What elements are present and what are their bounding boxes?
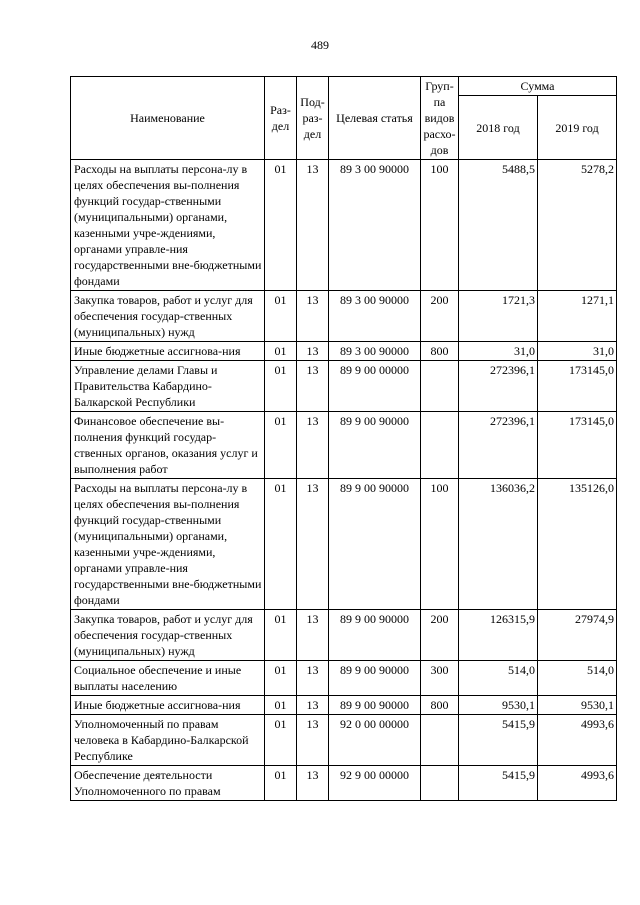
cell-name: Иные бюджетные ассигнова-ния: [71, 696, 265, 715]
cell-razdel: 01: [265, 342, 297, 361]
cell-podrazdel: 13: [297, 766, 329, 801]
cell-2019: 135126,0: [538, 479, 617, 610]
cell-target: 89 9 00 00000: [329, 361, 421, 412]
budget-table: [70, 76, 617, 801]
col-header-name: Наименование: [71, 77, 265, 160]
cell-2019: 27974,9: [538, 610, 617, 661]
cell-target: 89 9 00 90000: [329, 610, 421, 661]
cell-name: Закупка товаров, работ и услуг для обеспечения государ-ственных (муниципальных) нужд: [71, 610, 265, 661]
cell-2018: 5488,5: [459, 160, 538, 291]
cell-target: 92 9 00 00000: [329, 766, 421, 801]
cell-razdel: 01: [265, 696, 297, 715]
cell-group: [421, 715, 459, 766]
cell-razdel: 01: [265, 479, 297, 610]
cell-name: Расходы на выплаты персона-лу в целях обеспечения вы-полнения функций государ-ственными (муниципальными) органами, казенными учре-ждениями, органами управле-ния государственными вне-бюджетными фондами: [71, 479, 265, 610]
cell-2019: 31,0: [538, 342, 617, 361]
cell-name: Управление делами Главы и Правительства Кабардино-Балкарской Республики: [71, 361, 265, 412]
table-row: [71, 291, 617, 342]
cell-podrazdel: 13: [297, 661, 329, 696]
cell-razdel: 01: [265, 610, 297, 661]
cell-2019: 9530,1: [538, 696, 617, 715]
table-row: [71, 696, 617, 715]
cell-group: 800: [421, 342, 459, 361]
col-header-year1: 2018 год: [459, 96, 538, 160]
col-header-razdel: Раз-дел: [265, 77, 297, 160]
cell-target: 89 9 00 90000: [329, 696, 421, 715]
cell-podrazdel: 13: [297, 412, 329, 479]
table-row: [71, 715, 617, 766]
cell-group: [421, 361, 459, 412]
cell-group: 200: [421, 291, 459, 342]
table-row: [71, 766, 617, 801]
cell-razdel: 01: [265, 766, 297, 801]
cell-group: [421, 412, 459, 479]
cell-name: Уполномоченный по правам человека в Кабардино-Балкарской Республике: [71, 715, 265, 766]
cell-name: Социальное обеспечение и иные выплаты населению: [71, 661, 265, 696]
cell-razdel: 01: [265, 361, 297, 412]
cell-razdel: 01: [265, 661, 297, 696]
col-header-group: Груп-па видов расхо-дов: [421, 77, 459, 160]
cell-2018: 1721,3: [459, 291, 538, 342]
header-row: [71, 77, 617, 96]
cell-2019: 4993,6: [538, 766, 617, 801]
table-row: [71, 661, 617, 696]
table-body: [71, 160, 617, 801]
col-header-podrazdel: Под-раз-дел: [297, 77, 329, 160]
cell-podrazdel: 13: [297, 361, 329, 412]
cell-target: 89 3 00 90000: [329, 342, 421, 361]
cell-2019: 1271,1: [538, 291, 617, 342]
cell-2018: 136036,2: [459, 479, 538, 610]
cell-podrazdel: 13: [297, 715, 329, 766]
cell-target: 89 9 00 90000: [329, 479, 421, 610]
cell-razdel: 01: [265, 412, 297, 479]
cell-podrazdel: 13: [297, 610, 329, 661]
cell-name: Финансовое обеспечение вы-полнения функций государ-ственных органов, оказания услуг и выполнения работ: [71, 412, 265, 479]
table-row: [71, 361, 617, 412]
cell-2019: 514,0: [538, 661, 617, 696]
table-row: [71, 342, 617, 361]
cell-2018: 272396,1: [459, 361, 538, 412]
cell-group: 800: [421, 696, 459, 715]
cell-group: 100: [421, 479, 459, 610]
col-header-target: Целевая статья: [329, 77, 421, 160]
cell-target: 89 3 00 90000: [329, 160, 421, 291]
cell-razdel: 01: [265, 160, 297, 291]
cell-group: 100: [421, 160, 459, 291]
cell-group: 300: [421, 661, 459, 696]
cell-target: 89 3 00 90000: [329, 291, 421, 342]
table-row: [71, 610, 617, 661]
cell-group: 200: [421, 610, 459, 661]
table-row: [71, 160, 617, 291]
cell-name: Расходы на выплаты персона-лу в целях обеспечения вы-полнения функций государ-ственными (муниципальными) органами, казенными учре-ждениями, органами управле-ния государственными вне-бюджетными фондами: [71, 160, 265, 291]
cell-target: 89 9 00 90000: [329, 661, 421, 696]
cell-name: Закупка товаров, работ и услуг для обеспечения государ-ственных (муниципальных) нужд: [71, 291, 265, 342]
cell-2019: 5278,2: [538, 160, 617, 291]
cell-target: 92 0 00 00000: [329, 715, 421, 766]
cell-2018: 272396,1: [459, 412, 538, 479]
page-number: 489: [311, 38, 329, 52]
cell-2019: 173145,0: [538, 412, 617, 479]
col-header-year2: 2019 год: [538, 96, 617, 160]
col-header-sum: Сумма: [459, 77, 617, 96]
cell-2018: 9530,1: [459, 696, 538, 715]
cell-razdel: 01: [265, 715, 297, 766]
cell-group: [421, 766, 459, 801]
cell-podrazdel: 13: [297, 342, 329, 361]
cell-name: Обеспечение деятельности Уполномоченного по правам: [71, 766, 265, 801]
cell-2018: 31,0: [459, 342, 538, 361]
table-row: [71, 412, 617, 479]
cell-2019: 173145,0: [538, 361, 617, 412]
cell-razdel: 01: [265, 291, 297, 342]
cell-2018: 514,0: [459, 661, 538, 696]
cell-target: 89 9 00 90000: [329, 412, 421, 479]
cell-podrazdel: 13: [297, 160, 329, 291]
cell-2018: 5415,9: [459, 766, 538, 801]
cell-podrazdel: 13: [297, 291, 329, 342]
cell-name: Иные бюджетные ассигнова-ния: [71, 342, 265, 361]
cell-podrazdel: 13: [297, 479, 329, 610]
cell-2018: 5415,9: [459, 715, 538, 766]
cell-2018: 126315,9: [459, 610, 538, 661]
cell-podrazdel: 13: [297, 696, 329, 715]
cell-2019: 4993,6: [538, 715, 617, 766]
table-row: [71, 479, 617, 610]
